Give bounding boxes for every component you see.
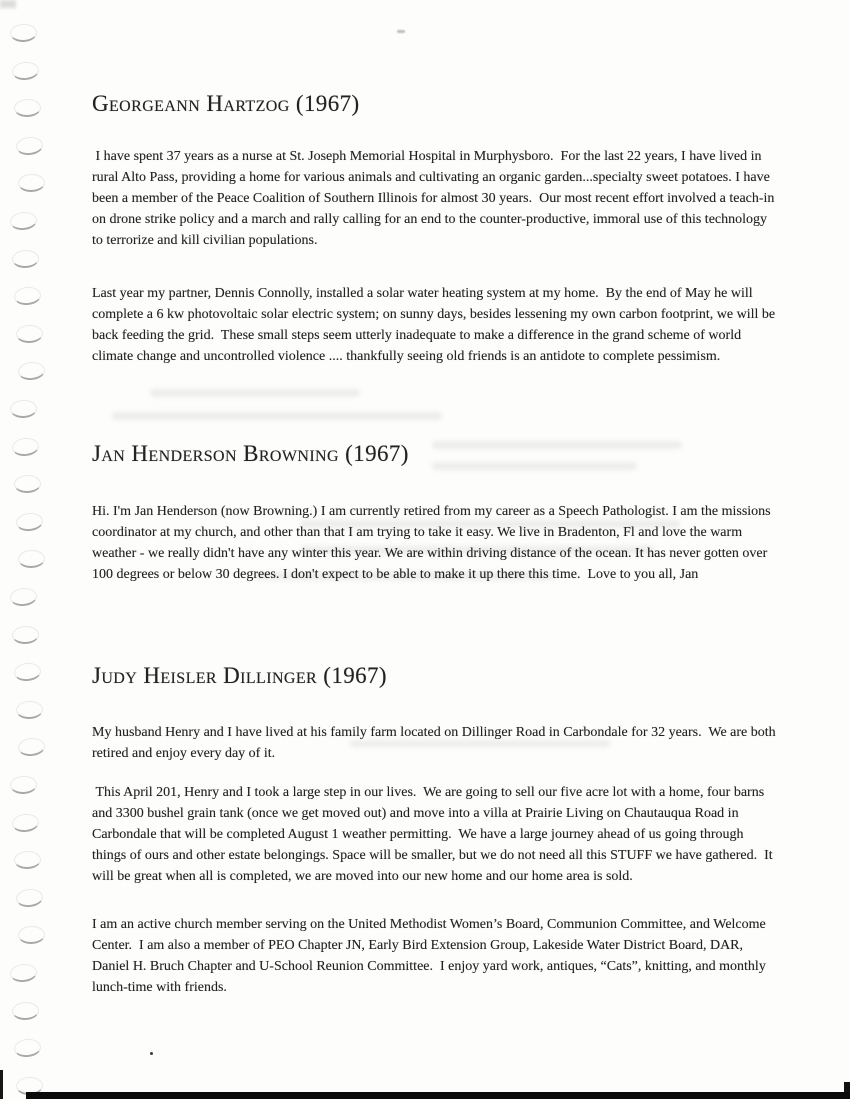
bleed-through-artifact — [150, 389, 360, 397]
binding-coil-mark — [15, 887, 44, 908]
scan-edge-band-bottom — [26, 1092, 850, 1099]
paragraph-hartzog-1: I have spent 37 years as a nurse at St. Joseph Memorial Hospital in Murphysboro. For the last 22 years, I have lived in rural Alto Pass, providing a home for various animals and cultivating an organic garden...specialty sweet potatoes. I have been a member of the Peace Coalition of Southern Illinois for almost 30 years. Our most recent effort involved a teach-in on drone strike policy and a march and rally calling for an end to the counter-productive, immoral use of this technology to terrorize and kill civilian populations. — [92, 149, 778, 248]
paragraph-hartzog-2: Last year my partner, Dennis Connolly, installed a solar water heating system at my home. By the end of May he will complete a 6 kw photovoltaic solar electric system; on sunny days, besides lessening my own carbon footprint, we will be back feeding the grid. These small steps seem utterly inadequate to make a difference in the grand scheme of world climate change and uncontrolled violence .... thankfully seeing old friends is an antidote to complete pessimism. — [92, 286, 779, 364]
bleed-through-artifact — [112, 412, 442, 420]
binding-coil-mark — [18, 174, 46, 193]
binding-coil-mark — [9, 211, 38, 232]
binding-coil-mark — [13, 286, 42, 307]
binding-coil-mark — [17, 361, 46, 382]
paragraph-dillinger-2: This April 201, Henry and I took a large step in our lives. We are going to sell our five acre lot with a home, four barns and 3300 bushel grain tank (once we get moved out) and move into a villa at Prairie Living on Chautauqua Road in Carbondale that will be completed August 1 weather permitting. We have a large journey ahead of us going through things of ours and other estate belongings. Space will be smaller, but we do not need all this STUFF we have gathered. It will be great when all is completed, we are moved into our new home and our home area is sold. — [92, 785, 777, 884]
binding-coil-mark — [11, 436, 40, 457]
binding-coil-mark — [14, 851, 42, 870]
binding-coil-mark — [13, 662, 42, 683]
binding-coil-mark — [14, 475, 42, 494]
binding-coil-mark — [9, 963, 38, 984]
paragraph-dillinger-3: I am an active church member serving on the United Methodist Women’s Board, Communion Committee, and Welcome Center. I am also a member of PEO Chapter JN, Early Bird Extension Group, Lakeside Water District Board, DAR, Daniel H. Bruch Chapter and U-School Reunion Committee. I enjoy yard work, antiques, “Cats”, knitting, and monthly lunch-time with friends. — [92, 917, 770, 995]
paragraph-dillinger-1: My husband Henry and I have lived at his family farm located on Dillinger Road in Carbondale for 32 years. We are both retired and enjoy every day of it. — [92, 725, 780, 761]
section-heading-jan-henderson-browning: Jan Henderson Browning (1967) — [92, 441, 409, 466]
binding-coil-mark — [17, 737, 46, 758]
binding-coil-mark — [11, 60, 40, 81]
binding-coil-mark — [16, 700, 44, 719]
scan-smudge-top-left — [0, 0, 16, 8]
binding-coil-mark — [9, 587, 38, 608]
binding-coil-mark — [18, 926, 46, 945]
binding-coil-mark — [15, 135, 44, 156]
binding-coil-mark — [12, 625, 40, 644]
binding-coil-mark — [12, 1001, 40, 1020]
binding-coil-mark — [13, 1038, 42, 1059]
binding-coil-mark — [14, 99, 42, 118]
scan-speck — [397, 30, 405, 33]
binding-coil-mark — [12, 249, 40, 268]
scan-edge-mark-left — [0, 1070, 3, 1099]
binding-coil-mark — [16, 324, 44, 343]
section-heading-judy-heisler-dillinger: Judy Heisler Dillinger (1967) — [92, 663, 387, 688]
section-heading-georgeann-hartzog: Georgeann Hartzog (1967) — [92, 91, 360, 116]
binding-coil-mark — [15, 511, 44, 532]
binding-coil-mark — [10, 400, 38, 419]
binding-coil-mark — [11, 812, 40, 833]
binding-coil-mark — [10, 24, 38, 43]
binding-coil-mark — [10, 776, 38, 795]
scan-dot — [150, 1052, 153, 1055]
binding-coil-mark — [18, 550, 46, 569]
paragraph-browning-1: Hi. I'm Jan Henderson (now Browning.) I am currently retired from my career as a Speech Pathologist. I am the missions coordinator at my church, and other than that I am trying to take it easy. We live in Bradenton, Fl and love the warm weather - we really didn't have any winter this year. We are within driving distance of the ocean. It has never gotten over 100 degrees or below 30 degrees. I don't expect to be able to make it up there this time. Love to you all, Jan — [92, 504, 775, 582]
